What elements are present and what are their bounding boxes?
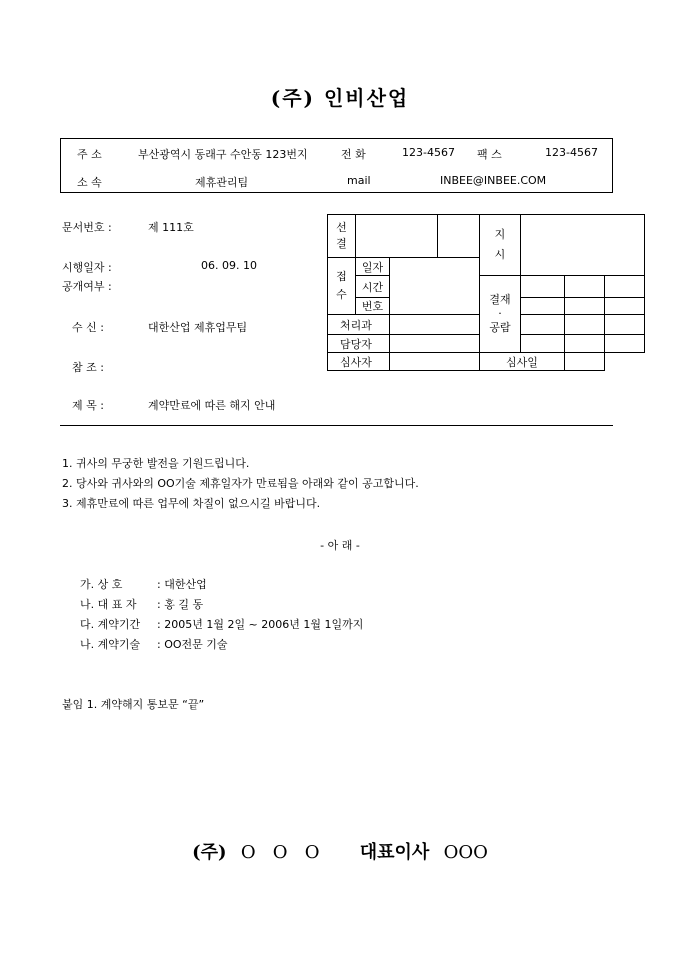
review-date-cell bbox=[480, 353, 565, 371]
footer-circles: O O O bbox=[240, 842, 320, 863]
below-heading: - 아 래 - bbox=[320, 539, 360, 552]
person-in-charge-value bbox=[390, 335, 480, 353]
item-value-text: 대한산업 bbox=[164, 578, 207, 591]
sign-cell-11 bbox=[565, 335, 605, 353]
item-label: 가. 상 호 bbox=[80, 578, 123, 591]
reviewer-label: 심사자 bbox=[340, 355, 372, 369]
review-date-label: 심사일 bbox=[506, 355, 538, 369]
item-value: : OO전문 기술 bbox=[157, 638, 228, 651]
reference-label: 참 조 : bbox=[72, 361, 104, 374]
footer-ceo-label: 대표이사 bbox=[359, 842, 430, 863]
receipt-time-cell bbox=[356, 276, 390, 298]
processing-dept-label: 처리과 bbox=[340, 318, 372, 332]
item-value: : 2005년 1월 2일 ~ 2006년 1월 1일까지 bbox=[157, 618, 364, 631]
processing-dept-value bbox=[390, 315, 480, 335]
date-value: 06. 09. 10 bbox=[201, 259, 257, 272]
mail-value: INBEE@INBEE.COM bbox=[440, 174, 547, 187]
dept-label: 소 속 bbox=[77, 176, 102, 189]
sign-cell-2 bbox=[565, 276, 605, 298]
seongyeol-blank-cell bbox=[438, 215, 480, 258]
directive-label: 지시 bbox=[494, 228, 506, 261]
approval-table bbox=[327, 214, 645, 371]
seongyeol-value-cell bbox=[356, 215, 438, 258]
receipt-date-label: 일자 bbox=[361, 260, 384, 274]
signature-line bbox=[0, 838, 680, 864]
directive-value-cell bbox=[521, 215, 645, 276]
sign-cell-8 bbox=[565, 315, 605, 335]
jeopsu-cell bbox=[328, 258, 356, 315]
person-in-charge-label: 담당자 bbox=[340, 337, 372, 351]
doc-number-label: 문서번호 : bbox=[62, 221, 112, 234]
gongram-label: 공람 bbox=[489, 321, 511, 334]
footer-company: (주) bbox=[192, 842, 227, 863]
dept-value: 제휴관리팀 bbox=[195, 176, 249, 189]
review-date-value bbox=[565, 353, 605, 371]
company-title: (주) 인비산업 bbox=[270, 86, 410, 110]
mail-label: mail bbox=[347, 174, 371, 187]
gyeoljae-label: 결재 bbox=[489, 293, 511, 306]
fax-value: 123-4567 bbox=[545, 146, 598, 159]
body-line-2: 2. 당사와 귀사와의 OO기술 제휴일자가 만료됨을 아래와 같이 공고합니다. bbox=[62, 477, 419, 490]
seongyeol-cell bbox=[328, 215, 356, 258]
item-value: : 홍 길 동 bbox=[157, 598, 204, 611]
address-value: 부산광역시 동래구 수안동 123번지 bbox=[138, 148, 308, 161]
doc-number-value: 제 111호 bbox=[148, 221, 194, 234]
footer-ceo-name: OOO bbox=[443, 842, 488, 863]
item-value-text: 2005년 1월 2일 ~ 2006년 1월 1일까지 bbox=[164, 618, 364, 631]
sign-cell-1 bbox=[521, 276, 565, 298]
sign-cell-12 bbox=[605, 335, 645, 353]
seongyeol-label: 선결 bbox=[336, 221, 347, 250]
item-label: 나. 대 표 자 bbox=[80, 598, 137, 611]
address-label: 주 소 bbox=[77, 148, 102, 161]
sign-cell-10 bbox=[521, 335, 565, 353]
public-label: 공개여부 : bbox=[62, 280, 112, 293]
item-label: 다. 계약기간 bbox=[80, 618, 141, 631]
sign-cell-6 bbox=[605, 298, 645, 315]
directive-cell bbox=[480, 215, 521, 276]
subject-value: 계약만료에 따른 해지 안내 bbox=[148, 399, 276, 412]
divider bbox=[60, 425, 613, 426]
attachment-line: 붙임 1. 계약해지 통보문 “끝” bbox=[62, 698, 205, 711]
item-value-text: OO전문 기술 bbox=[164, 638, 228, 651]
receipt-number-label: 번호 bbox=[361, 300, 384, 313]
recipient-label: 수 신 : bbox=[72, 321, 104, 334]
gyeoljae-cell bbox=[480, 276, 521, 353]
gyeoljae-dot: · bbox=[498, 307, 502, 320]
sign-cell-7 bbox=[521, 315, 565, 335]
reviewer-cell bbox=[328, 353, 390, 371]
fax-label: 팩 스 bbox=[477, 148, 502, 161]
sign-cell-5 bbox=[565, 298, 605, 315]
processing-dept-cell bbox=[328, 315, 390, 335]
phone-value: 123-4567 bbox=[402, 146, 455, 159]
receipt-time-label: 시간 bbox=[361, 280, 384, 294]
body-line-3: 3. 제휴만료에 따른 업무에 차질이 없으시길 바랍니다. bbox=[62, 497, 321, 510]
item-value-text: 홍 길 동 bbox=[164, 598, 204, 611]
reviewer-value bbox=[390, 353, 480, 371]
receipt-number-cell bbox=[356, 298, 390, 315]
phone-label: 전 화 bbox=[341, 148, 366, 161]
receipt-date-cell bbox=[356, 258, 390, 276]
person-in-charge-cell bbox=[328, 335, 390, 353]
item-label: 나. 계약기술 bbox=[80, 638, 141, 651]
review-date-blank bbox=[605, 353, 645, 371]
sign-cell-3 bbox=[605, 276, 645, 298]
sign-cell-9 bbox=[605, 315, 645, 335]
receipt-value-cell bbox=[390, 258, 480, 315]
sign-cell-4 bbox=[521, 298, 565, 315]
body-line-1: 1. 귀사의 무궁한 발전을 기원드립니다. bbox=[62, 457, 250, 470]
item-value: : 대한산업 bbox=[157, 578, 207, 591]
subject-label: 제 목 : bbox=[72, 399, 104, 412]
jeopsu-label: 접수 bbox=[336, 270, 347, 301]
date-label: 시행일자 : bbox=[62, 261, 112, 274]
recipient-value: 대한산업 제휴업무팀 bbox=[148, 321, 248, 334]
